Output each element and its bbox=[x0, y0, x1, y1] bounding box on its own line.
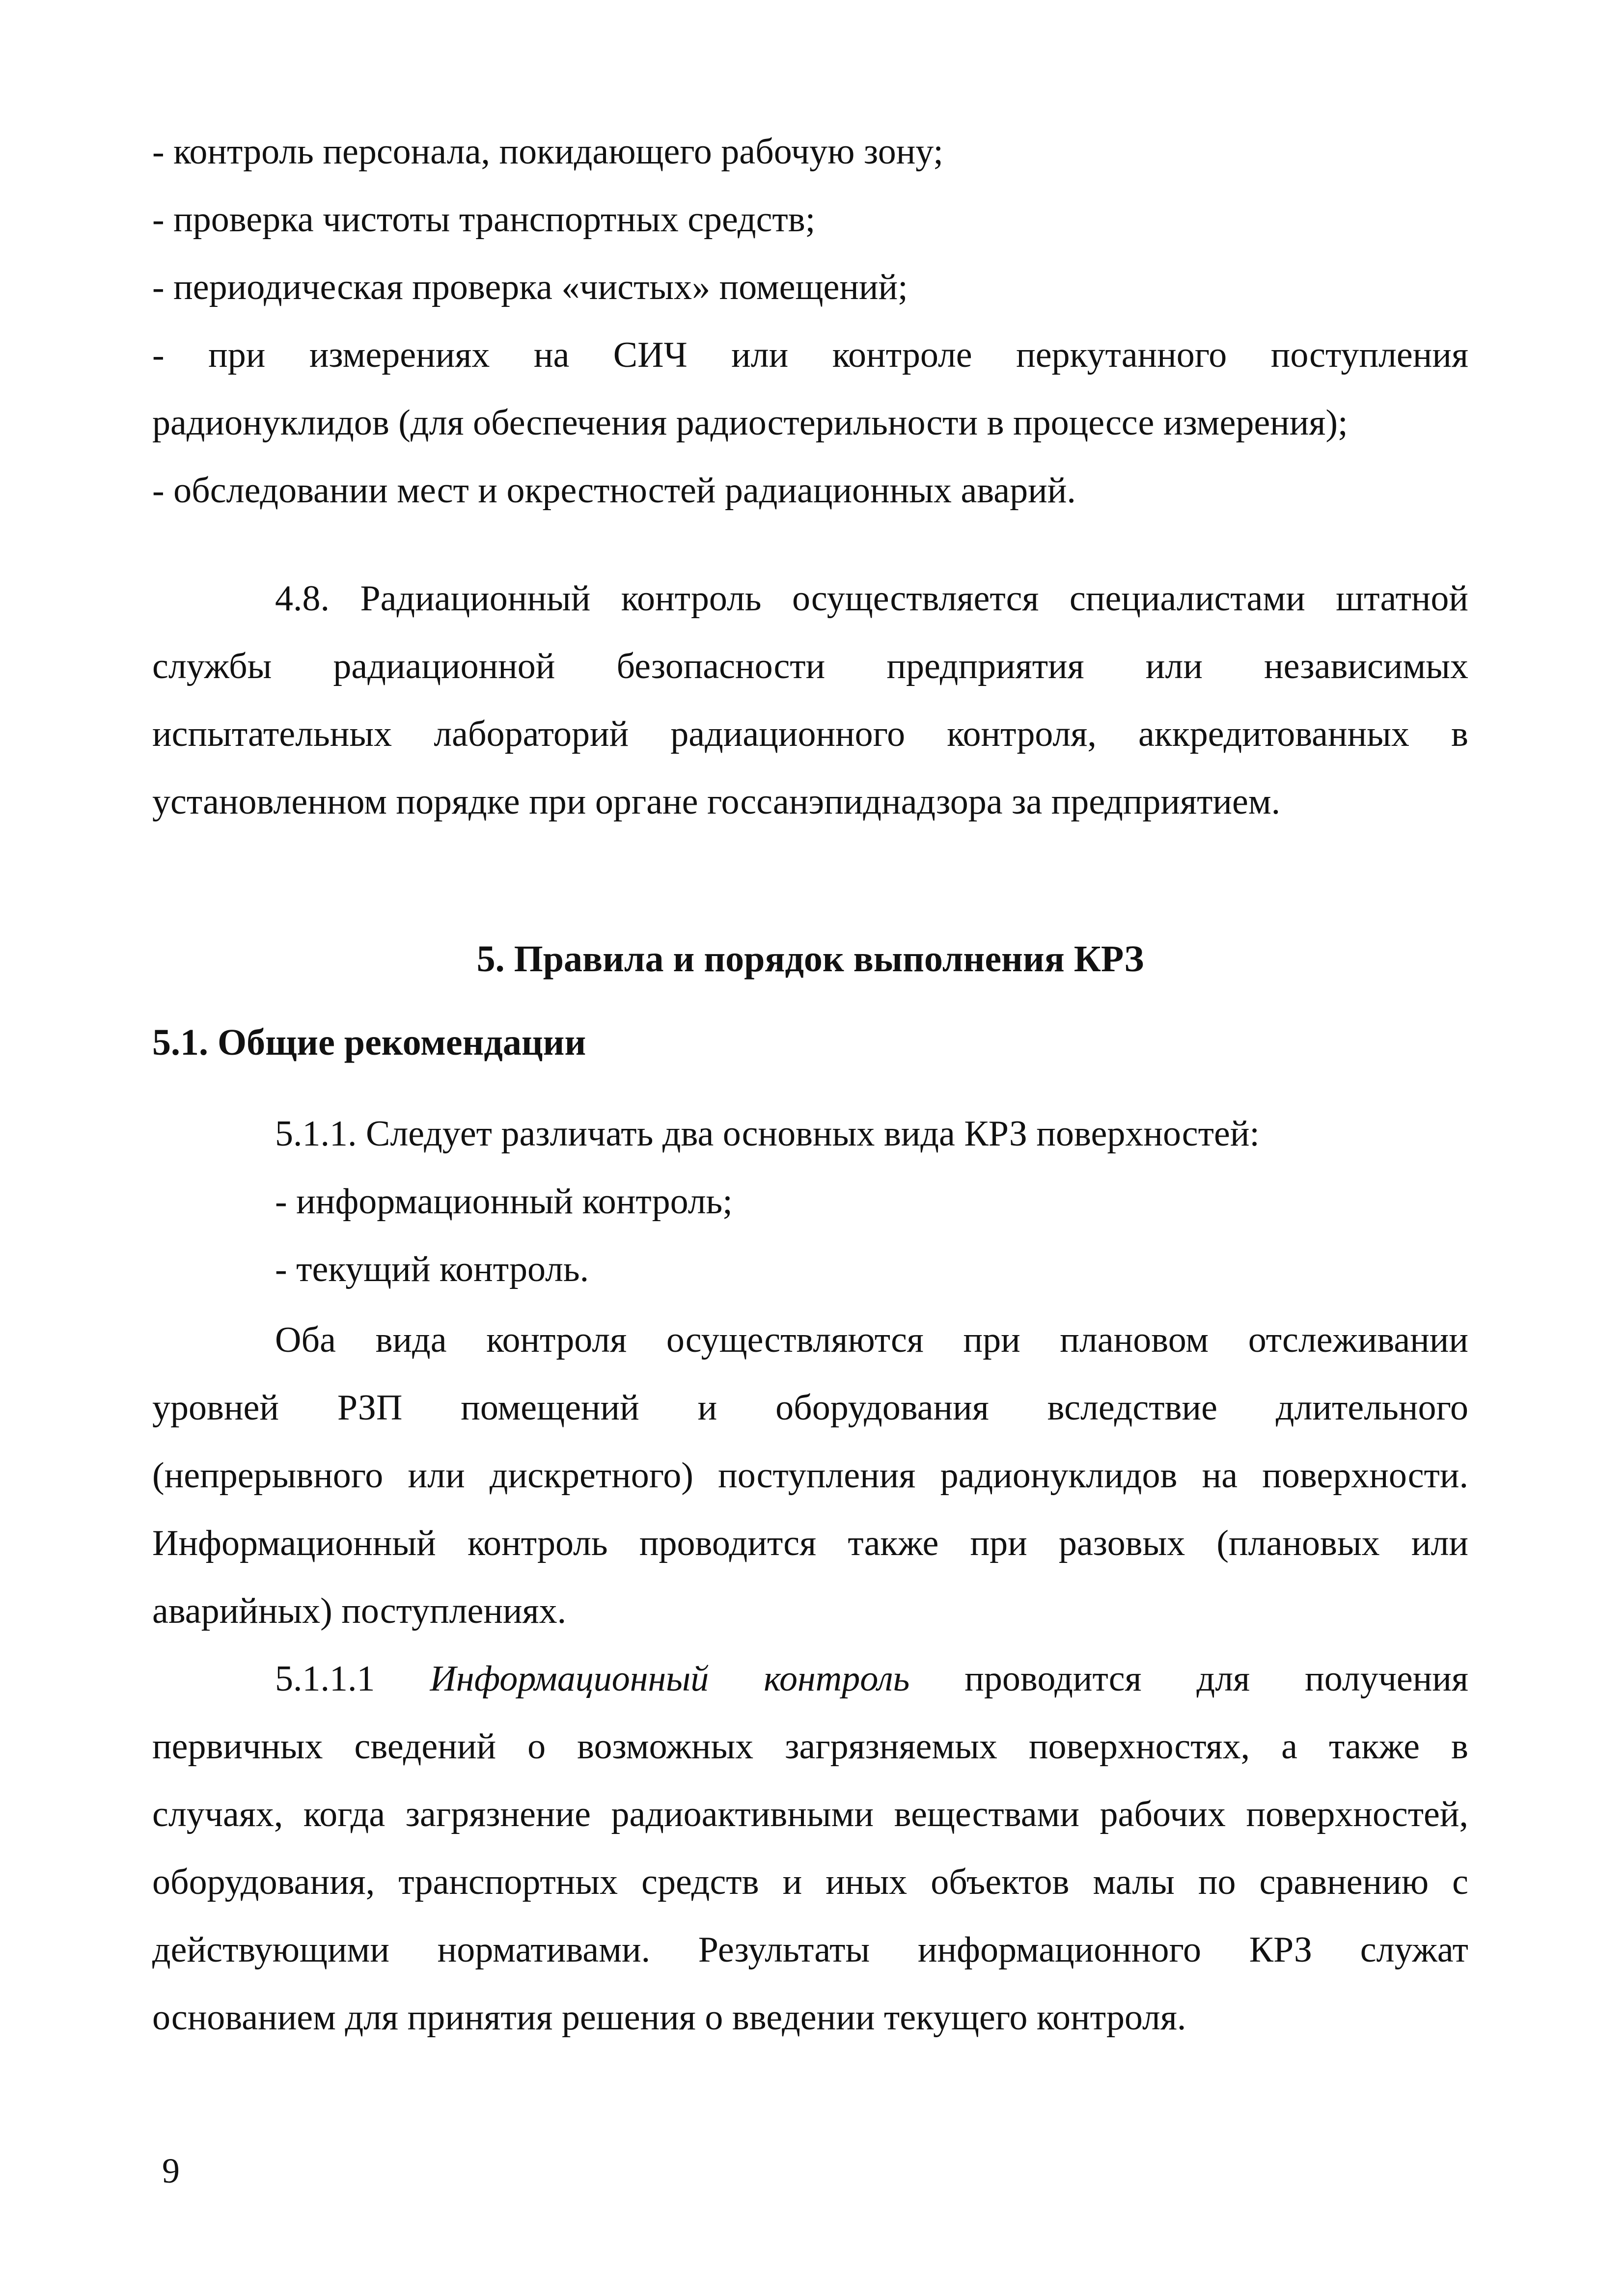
list-item-continuation: радионуклидов (для обеспечения радиостерильности в процессе измерения); bbox=[152, 403, 1348, 443]
paragraph-first-line bbox=[152, 1645, 1468, 1713]
paragraph-line: случаях, когда загрязнение радиоактивными веществами рабочих поверхностей, bbox=[152, 1794, 1468, 1834]
paragraph-line: службы радиационной безопасности предприятия или независимых bbox=[152, 646, 1468, 686]
list-item: - проверка чистоты транспортных средств; bbox=[152, 199, 816, 240]
list-item: - контроль персонала, покидающего рабочую зону; bbox=[152, 132, 943, 172]
item-5-1-1-text: 5.1.1. Следует различать два основных вида КРЗ поверхностей: bbox=[275, 1114, 1260, 1154]
paragraph-line: основанием для принятия решения о введении текущего контроля. bbox=[152, 1997, 1186, 2038]
paragraph-line: испытательных лабораторий радиационного контроля, аккредитованных в bbox=[152, 714, 1468, 754]
paragraph-line: установленном порядке при органе госсанэпиднадзора за предприятием. bbox=[152, 782, 1281, 822]
list-item: - информационный контроль; bbox=[275, 1181, 733, 1222]
item-5-1-1 bbox=[152, 1100, 1468, 1303]
subsection-title: 5.1. Общие рекомендации bbox=[152, 1022, 586, 1063]
item-number: 5.1.1.1 bbox=[275, 1659, 375, 1699]
paragraph-line: 4.8. Радиационный контроль осуществляется специалистами штатной bbox=[275, 578, 1468, 619]
paragraph-line: Оба вида контроля осуществляются при плановом отслеживании bbox=[275, 1320, 1468, 1360]
section-title: 5. Правила и порядок выполнения КРЗ bbox=[476, 938, 1144, 980]
paragraph-line: (непрерывного или дискретного) поступления радионуклидов на поверхности. bbox=[152, 1455, 1468, 1496]
paragraph-line: Информационный контроль проводится также при разовых (плановых или bbox=[152, 1523, 1468, 1563]
list-item: - текущий контроль. bbox=[275, 1249, 589, 1289]
paragraph-line: оборудования, транспортных средств и иных объектов малы по сравнению с bbox=[152, 1862, 1468, 1902]
paragraph-line: действующими нормативами. Результаты информационного КРЗ служат bbox=[152, 1930, 1468, 1970]
first-line-rest: проводится для получения bbox=[964, 1659, 1469, 1699]
paragraph-5-1-1-1 bbox=[152, 1645, 1468, 2051]
paragraph-line: уровней РЗП помещений и оборудования вследствие длительного bbox=[152, 1388, 1468, 1428]
list-item: - периодическая проверка «чистых» помещений; bbox=[152, 267, 908, 307]
list-top bbox=[152, 118, 1468, 524]
list-item: - обследовании мест и окрестностей радиационных аварий. bbox=[152, 470, 1076, 511]
italic-term: Информационный контроль bbox=[430, 1659, 910, 1699]
list-item: - при измерениях на СИЧ или контроле перкутанного поступления bbox=[152, 335, 1468, 375]
page-number: 9 bbox=[162, 2151, 180, 2190]
paragraph-line: аварийных) поступлениях. bbox=[152, 1591, 567, 1631]
paragraph-4-8 bbox=[152, 565, 1468, 836]
paragraph-line: первичных сведений о возможных загрязняемых поверхностях, а также в bbox=[152, 1726, 1468, 1767]
paragraph-both-kinds bbox=[152, 1306, 1468, 1645]
